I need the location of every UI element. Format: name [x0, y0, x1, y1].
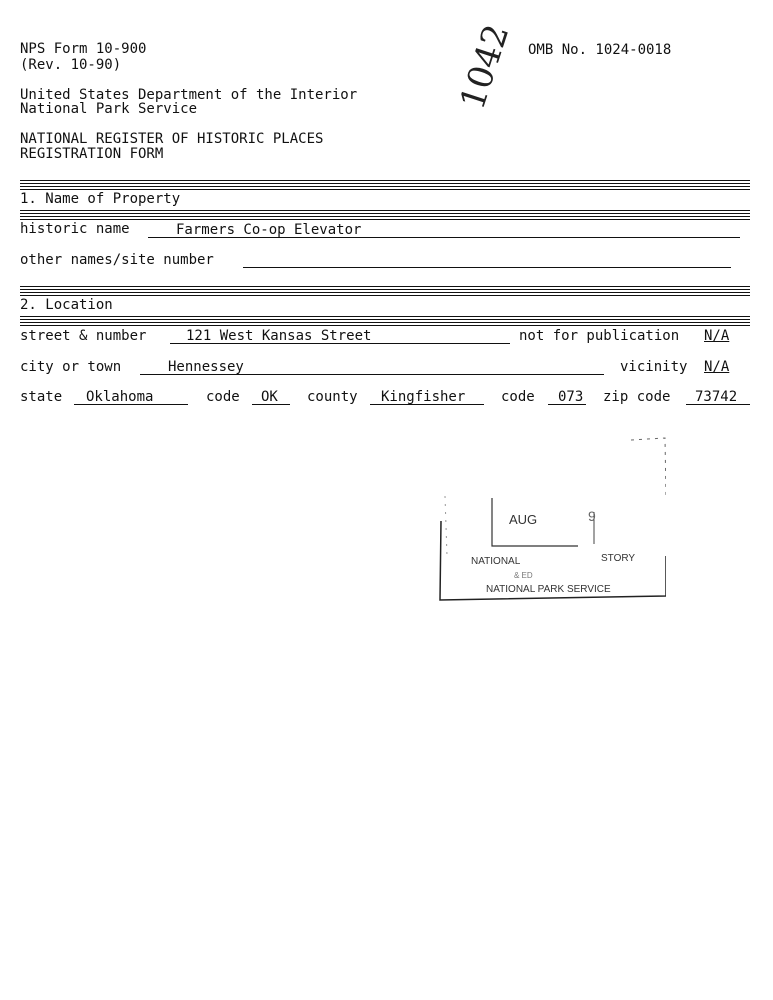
stamp-line-2: & ED: [514, 571, 533, 580]
historic-name-value: Farmers Co-op Elevator: [176, 222, 362, 238]
city-label: city or town: [20, 359, 122, 375]
form-title-line-1: NATIONAL REGISTER OF HISTORIC PLACES: [20, 131, 324, 147]
county-code-field[interactable]: [548, 388, 586, 405]
department-name: United States Department of the Interior: [20, 87, 358, 103]
county-code-label: code: [501, 389, 535, 405]
street-label: street & number: [20, 328, 147, 344]
county-code-value: 073: [558, 389, 584, 405]
section-1-heading: 1. Name of Property: [20, 191, 181, 207]
state-code-field[interactable]: [252, 388, 290, 405]
zip-label: zip code: [603, 389, 671, 405]
county-field[interactable]: [370, 388, 484, 405]
county-value: Kingfisher: [381, 389, 466, 405]
section-divider: [20, 210, 750, 214]
other-names-field[interactable]: [243, 251, 731, 268]
stamp-line-3: NATIONAL PARK SERVICE: [486, 584, 611, 595]
zip-value: 73742: [695, 389, 738, 405]
stamp-month: AUG: [509, 512, 538, 527]
omb-number: OMB No. 1024-0018: [528, 42, 672, 58]
street-value: 121 West Kansas Street: [186, 328, 372, 344]
section-divider: [20, 186, 750, 190]
stamp-line-1-tail: STORY: [601, 553, 636, 564]
vicinity-value: N/A: [704, 359, 730, 375]
handwritten-annotation: 1042: [452, 19, 518, 115]
stamp-border-graphic: [438, 436, 666, 602]
historic-name-label: historic name: [20, 221, 130, 237]
form-revision: (Rev. 10-90): [20, 57, 122, 73]
section-divider: [20, 180, 750, 184]
form-number: NPS Form 10-900: [20, 41, 147, 57]
city-value: Hennessey: [168, 359, 244, 375]
state-label: state: [20, 389, 63, 405]
vicinity-label: vicinity: [620, 359, 688, 375]
state-code-label: code: [206, 389, 240, 405]
section-divider: [20, 316, 750, 320]
historic-name-field[interactable]: [148, 221, 740, 238]
section-2-heading: 2. Location: [20, 297, 113, 313]
stamp-line-1: NATIONAL: [471, 556, 521, 567]
form-title-line-2: REGISTRATION FORM: [20, 146, 164, 162]
city-field[interactable]: [140, 358, 604, 375]
section-divider: [20, 216, 750, 220]
zip-field[interactable]: [686, 388, 750, 405]
section-divider: [20, 322, 750, 326]
state-value: Oklahoma: [86, 389, 154, 405]
not-for-publication-label: not for publication: [519, 328, 680, 344]
not-for-publication-value: N/A: [704, 328, 730, 344]
agency-name: National Park Service: [20, 101, 198, 117]
received-stamp: [438, 436, 666, 602]
section-divider: [20, 292, 750, 296]
street-field[interactable]: [170, 327, 510, 344]
county-label: county: [307, 389, 358, 405]
state-code-value: OK: [261, 389, 278, 405]
state-field[interactable]: [74, 388, 188, 405]
other-names-label: other names/site number: [20, 252, 214, 268]
stamp-day: 9: [588, 508, 596, 524]
section-divider: [20, 286, 750, 290]
